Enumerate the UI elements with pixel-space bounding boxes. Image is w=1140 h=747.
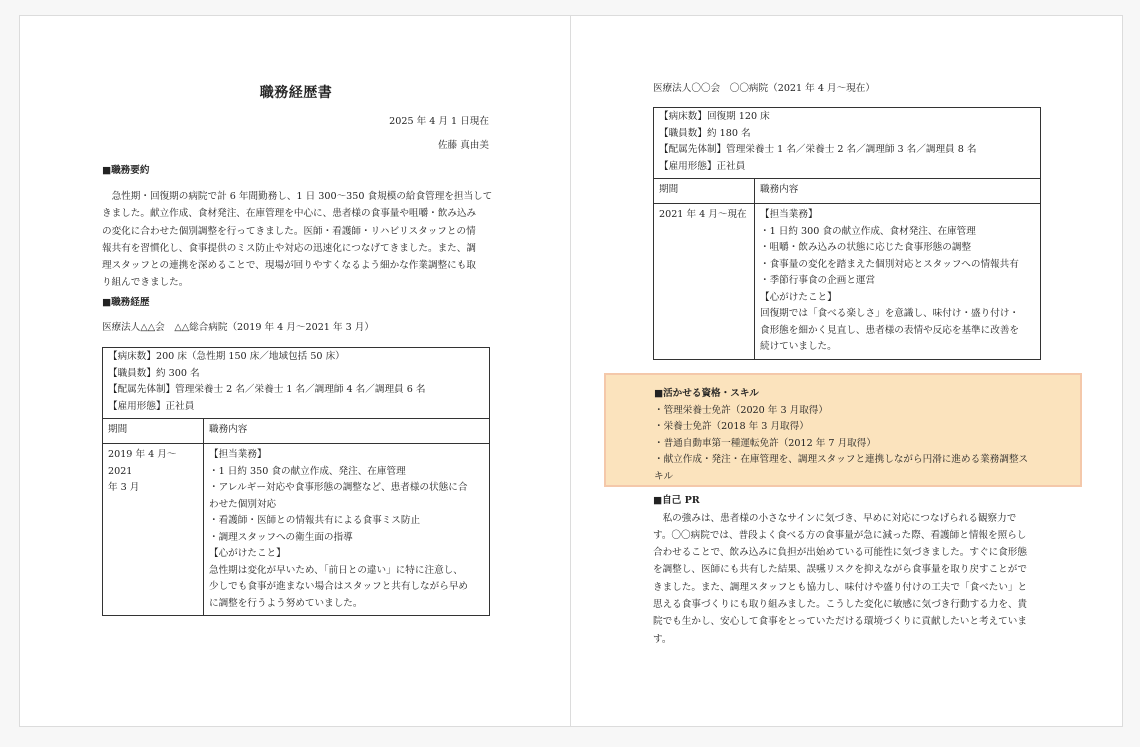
pr-heading: ■自己 PR xyxy=(653,495,700,506)
skill-item: ・普通自動車第一種運転免許（2012 年 7 月取得） xyxy=(654,437,876,449)
skills-heading: ■活かせる資格・スキル xyxy=(654,388,759,399)
document-title: 職務経歴書 xyxy=(259,85,333,101)
author-name: 佐藤 真由美 xyxy=(437,140,489,151)
skill-item: ・献立作成・発注・在庫管理を、調理スタッフと連携しながら円滑に進める業務調整ス xyxy=(654,454,1029,465)
employer-1: 医療法人△△会 △△総合病院（2019 年 4 月〜2021 年 3 月） xyxy=(102,322,374,333)
employer-2: 医療法人〇〇会 〇〇病院（2021 年 4 月〜現在） xyxy=(653,83,875,94)
col-period: 期間 xyxy=(654,179,755,204)
job-2-header-row xyxy=(654,179,1041,204)
period-cell: 2019 年 4 月〜2021 年 3 月 xyxy=(103,444,204,616)
job-1-header-row xyxy=(103,419,490,444)
col-duties: 職務内容 xyxy=(204,419,490,444)
summary-paragraph: 急性期・回復期の病院で計 6 年間勤務し、1 日 300〜350 食規模の給食管理を担当して きました。献立作成、食材発注、在庫管理を中心に、患者様の食事量や咀嚼・飲み込み の変化に合わせた個別調整を行ってきました。医師・看護師・リハビリスタッフとの情 報共有を習慣化し、食事提供のミス防止や対応の迅速化につなげてきました。また、調 理スタッフとの連携を深めることで、現場が回りやすくなるよう細かな作業調整にも取 り組んできました。 xyxy=(102,191,493,289)
col-period: 期間 xyxy=(103,419,204,444)
skill-item: キル xyxy=(654,470,674,482)
duties-cell: 【担当業務】 ・1 日約 300 食の献立作成、食材発注、在庫管理 ・咀嚼・飲み込みの状態に応じた食事形態の調整 ・食事量の変化を踏まえた個別対応とスタッフへの情報共有 ・季節行事食の企画と運営 【心がけたこと】 回復期では「食べる楽しさ」を意識し、味付け・盛り付け・ 食形態を細かく見直し、患者様の表情や反応を基準に改善を 続けていました。 xyxy=(755,204,1041,360)
job-2-table xyxy=(653,107,1041,360)
skill-item: ・管理栄養士免許（2020 年 3 月取得） xyxy=(654,404,828,416)
job-2-content-row xyxy=(654,204,1041,360)
skills-section xyxy=(654,386,1028,485)
pr-section: ■自己 PR 私の強みは、患者様の小さなサインに気づき、早めに対応につなげられる観察力で す。〇〇病院では、普段よく食べる方の食事量が急に減った際、看護師と情報を照らし 合わせることで、飲み込みに負担が出始めている可能性に気づきました。すぐに食形態 を調整し、医師にも共有した結果、誤嚥リスクを抑えながら食事量を取り戻すことがで きました。また、調理スタッフとも協力し、味付けや盛り付けの工夫で「食べたい」と 思える食事づくりにも取り組みました。こうした変化に敏感に気づき行動する力を、貴 院でも生かし、安心して食事をとっていただける環境づくりに貢献したいと考えていま す。 xyxy=(653,495,1028,645)
skill-item: ・栄養士免許（2018 年 3 月取得） xyxy=(654,421,809,432)
page-2 xyxy=(570,15,1123,727)
duties-cell: 【担当業務】 ・1 日約 350 食の献立作成、発注、在庫管理 ・アレルギー対応や食事形態の調整など、患者様の状態に合 わせた個別対応 ・看護師・医師との情報共有による食事ミス防止 ・調理スタッフへの衛生面の指導 【心がけたこと】 急性期は変化が早いため、「前日との違い」に特に注意し、 少しでも食事が進まない場合はスタッフと共有しながら早め に調整を行うよう努めていました。 xyxy=(204,444,490,616)
page-1 xyxy=(19,15,571,727)
skills-highlight-box xyxy=(604,373,1082,487)
summary-heading: ■職務要約 xyxy=(102,165,150,176)
col-duties: 職務内容 xyxy=(755,179,1041,204)
period-cell: 2021 年 4 月〜現在 xyxy=(654,204,755,360)
history-heading: ■職務経歴 xyxy=(102,297,150,308)
job-1-info-row: 【病床数】200 床（急性期 150 床／地域包括 50 床） 【職員数】約 300 名 【配属先体制】管理栄養士 2 名／栄養士 1 名／調理師 4 名／調理員 6 名 【雇用形態】正社員 xyxy=(103,348,490,419)
job-2-info-row: 【病床数】回復期 120 床 【職員数】約 180 名 【配属先体制】管理栄養士 1 名／栄養士 2 名／調理師 3 名／調理員 8 名 【雇用形態】正社員 xyxy=(654,108,1041,179)
document-date: 2025 年 4 月 1 日現在 xyxy=(389,116,489,127)
job-1-content-row xyxy=(103,444,490,616)
job-1-table xyxy=(102,347,490,616)
